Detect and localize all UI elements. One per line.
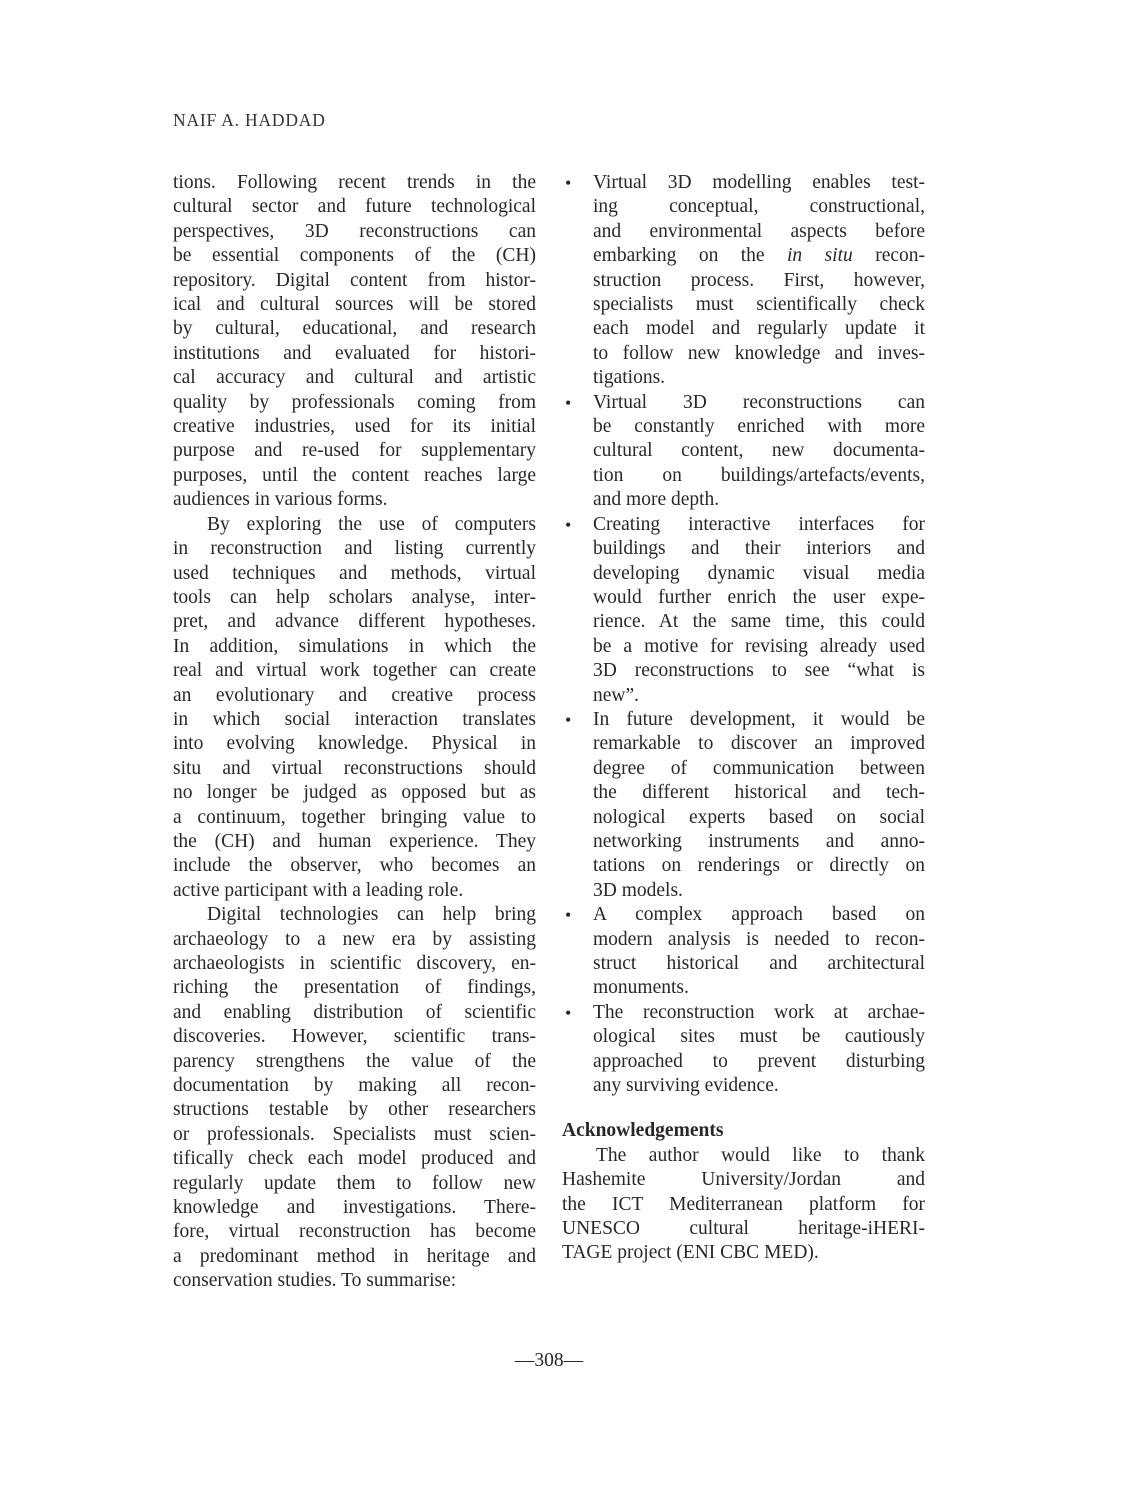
bullet-list	[562, 171, 925, 1098]
text-line: In addition, simulations in which the	[173, 635, 536, 657]
text-line: in reconstruction and listing currently	[173, 538, 536, 560]
text-line: tigations.	[593, 367, 666, 389]
text-line: rience. At the same time, this could	[593, 611, 925, 633]
text-line: networking instruments and anno-	[593, 830, 925, 852]
text-line: Creating interactive interfaces for	[593, 513, 925, 535]
text-line: embarking on the in situ recon-	[593, 245, 926, 267]
text-line: ing conceptual, constructional,	[593, 196, 925, 218]
text-line: ical and cultural sources will be stored	[173, 294, 536, 316]
text-line: would further enrich the user expe-	[593, 586, 925, 608]
text-line: purpose and re-used for supplementary	[173, 440, 536, 462]
text-line: no longer be judged as opposed but as	[173, 782, 536, 804]
text-line: regularly update them to follow new	[173, 1172, 536, 1194]
text-line: monuments.	[593, 977, 689, 999]
text-line: and environmental aspects before	[593, 220, 925, 242]
text-line: be constantly enriched with more	[593, 416, 925, 438]
bullet-item	[562, 171, 925, 391]
text-line: include the observer, who becomes an	[173, 855, 536, 877]
text-line: in which social interaction translates	[173, 708, 536, 730]
text-line: A complex approach based on	[593, 904, 925, 926]
text-line: situ and virtual reconstructions should	[173, 757, 536, 779]
text-line: audiences in various forms.	[173, 489, 388, 511]
text-line: remarkable to discover an improved	[593, 733, 925, 755]
text-line: be essential components of the (CH)	[173, 245, 536, 267]
text-line: active participant with a leading role.	[173, 879, 464, 901]
text-line: tion on buildings/artefacts/events,	[593, 464, 925, 486]
text-line: the (CH) and human experience. They	[173, 830, 536, 852]
acknowledgements-paragraph	[562, 1144, 925, 1266]
text-line: fore, virtual reconstruction has become	[173, 1221, 536, 1243]
text-line: Virtual 3D modelling enables test-	[593, 172, 925, 193]
bullet-icon: •	[565, 905, 572, 926]
text-line: the different historical and tech-	[593, 782, 925, 804]
text-line: tifically check each model produced and	[173, 1148, 536, 1170]
text-line: buildings and their interiors and	[593, 538, 925, 560]
text-line: approached to prevent disturbing	[593, 1050, 925, 1072]
text-line: pret, and advance different hypotheses.	[173, 611, 536, 633]
text-line: institutions and evaluated for histori-	[173, 342, 536, 364]
right-column	[562, 171, 925, 1294]
left-column	[173, 171, 536, 1294]
text-line: purposes, until the content reaches large	[173, 464, 536, 486]
paragraph	[593, 903, 925, 1001]
acknowledgements-heading: Acknowledgements	[562, 1120, 724, 1142]
running-header-author: NAIF A. HADDAD	[173, 110, 326, 130]
text-line: By exploring the use of computers	[207, 513, 536, 535]
text-line: to follow new knowledge and inves-	[593, 342, 925, 364]
text-line: struction process. First, however,	[593, 269, 925, 291]
text-line: tations on renderings or directly on	[593, 855, 925, 877]
text-line: tools can help scholars analyse, inter-	[173, 586, 536, 608]
paragraph	[173, 903, 536, 1294]
bullet-icon: •	[565, 709, 572, 730]
bullet-item	[562, 513, 925, 708]
text-line: TAGE project (ENI CBC MED).	[562, 1242, 819, 1264]
paragraph	[593, 708, 925, 903]
text-line: and enabling distribution of scientific	[173, 1001, 536, 1023]
text-line: the ICT Mediterranean platform for	[562, 1193, 925, 1215]
text-line: archaeologists in scientific discovery, en-	[173, 953, 536, 974]
text-line: developing dynamic visual media	[593, 562, 925, 584]
text-line: specialists must scientifically check	[593, 294, 925, 316]
text-line: be a motive for revising already used	[593, 635, 925, 657]
bullet-item	[562, 391, 925, 513]
paragraph	[562, 1144, 925, 1266]
text-line: real and virtual work together can create	[173, 660, 536, 682]
bullet-item	[562, 903, 925, 1001]
text-line: Virtual 3D reconstructions can	[593, 391, 925, 413]
paragraph	[593, 391, 925, 513]
text-line: structions testable by other researchers	[173, 1099, 536, 1121]
text-line: conservation studies. To summarise:	[173, 1270, 457, 1292]
text-line: degree of communication between	[593, 757, 925, 779]
paragraph	[173, 171, 536, 513]
text-line: 3D models.	[593, 879, 683, 901]
text-line: a predominant method in heritage and	[173, 1245, 536, 1267]
bullet-icon: •	[565, 514, 572, 535]
paragraph	[593, 1001, 925, 1099]
text-line: cultural sector and future technological	[173, 196, 536, 218]
text-line: used techniques and methods, virtual	[173, 562, 536, 584]
text-line: discoveries. However, scientific trans-	[173, 1026, 536, 1048]
text-line: quality by professionals coming from	[173, 391, 536, 413]
text-line: into evolving knowledge. Physical in	[173, 733, 536, 755]
text-line: documentation by making all recon-	[173, 1075, 536, 1097]
bullet-icon: •	[565, 1002, 572, 1023]
text-line: a continuum, together bringing value to	[173, 806, 536, 828]
text-line: The author would like to thank	[596, 1144, 925, 1166]
text-line: archaeology to a new era by assisting	[173, 928, 536, 950]
text-line: or professionals. Specialists must scien-	[173, 1123, 536, 1145]
two-column-text-block	[173, 171, 925, 1294]
text-line: The reconstruction work at archae-	[593, 1001, 925, 1023]
page-number: —308—	[514, 1350, 584, 1371]
bullet-item	[562, 1001, 925, 1099]
text-line: 3D reconstructions to see “what is	[593, 660, 925, 682]
text-line: creative industries, used for its initial	[173, 416, 536, 438]
bullet-item	[562, 708, 925, 903]
paragraph	[593, 513, 925, 708]
text-line: by cultural, educational, and research	[173, 318, 536, 340]
text-line: knowledge and investigations. There-	[173, 1197, 536, 1219]
text-line: struct historical and architectural	[593, 953, 925, 974]
text-line: any surviving evidence.	[593, 1075, 779, 1097]
text-line: modern analysis is needed to recon-	[593, 928, 925, 950]
text-line: riching the presentation of findings,	[173, 977, 536, 999]
text-line: In future development, it would be	[593, 708, 925, 730]
text-line: and more depth.	[593, 489, 720, 511]
text-line: Hashemite University/Jordan and	[562, 1169, 925, 1191]
text-line: nological experts based on social	[593, 806, 925, 828]
text-line: cultural content, new documenta-	[593, 440, 925, 462]
text-line: repository. Digital content from histor-	[173, 269, 536, 291]
text-line: ological sites must be cautiously	[593, 1026, 925, 1048]
text-line: UNESCO cultural heritage-iHERI-	[562, 1218, 925, 1240]
text-line: an evolutionary and creative process	[173, 684, 536, 706]
text-line: tions. Following recent trends in the	[173, 172, 536, 193]
paragraph	[593, 171, 925, 391]
text-line: cal accuracy and cultural and artistic	[173, 367, 536, 389]
paragraph	[173, 513, 536, 904]
bullet-icon: •	[565, 173, 572, 193]
text-line: new”.	[593, 684, 640, 706]
text-line: Digital technologies can help bring	[207, 904, 536, 926]
text-line: each model and regularly update it	[593, 318, 925, 340]
text-line: parency strengthens the value of the	[173, 1050, 536, 1072]
bullet-icon: •	[565, 392, 572, 413]
text-line: perspectives, 3D reconstructions can	[173, 220, 536, 242]
